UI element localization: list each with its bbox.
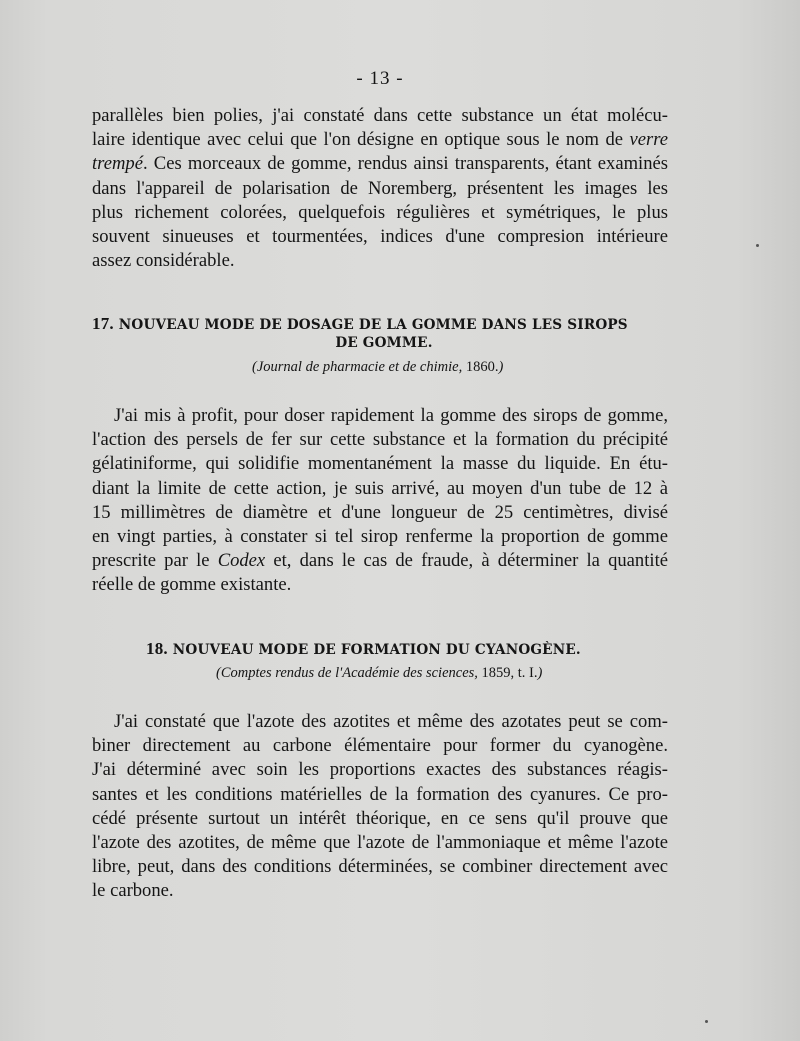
text-line: en vingt parties, à constater si tel sirop renferme la proportion de gomme xyxy=(92,526,668,548)
text-line: laire identique avec celui que l'on désigne en optique sous le nom de verre xyxy=(92,129,668,151)
text-line: libre, peut, dans des conditions déterminées, se combiner directement avec xyxy=(92,856,668,878)
text-line: J'ai mis à profit, pour doser rapidement la gomme des sirops de gomme, xyxy=(114,405,668,426)
section-heading-18 xyxy=(146,640,666,659)
text-line: biner directement au carbone élémentaire pour former du cyanogène. xyxy=(92,735,668,757)
page-number: - 13 - xyxy=(356,68,404,89)
text-line: l'action des persels de fer sur cette substance et la formation du précipité xyxy=(92,429,668,451)
text-line: parallèles bien polies, j'ai constaté dans cette substance un état molécu- xyxy=(92,105,668,126)
citation: (Comptes rendus de l'Académie des sciences, 1859, t. I.) xyxy=(216,665,543,681)
text-line: cédé présente surtout un intérêt théorique, en ce sens qu'il prouve que xyxy=(92,807,668,829)
text-line: l'azote des azotites, de même que l'azote de l'ammoniaque et même l'azote xyxy=(92,832,668,854)
italic-term: trempé xyxy=(92,153,143,175)
paragraph-continuation xyxy=(92,104,668,273)
section-title: NOUVEAU MODE DE FORMATION DU CYANOGÈNE. xyxy=(172,642,581,658)
section-heading-17 xyxy=(92,315,668,352)
text-line: réelle de gomme existante. xyxy=(92,574,292,596)
text-line: santes et les conditions matérielles de la formation des cyanures. Ce pro- xyxy=(92,783,668,805)
text-line: gélatiniforme, qui solidifie momentanément la masse du liquide. En étu- xyxy=(92,453,668,475)
text-line: diant la limite de cette action, je suis arrivé, au moyen d'un tube de 12 à xyxy=(92,477,668,499)
paper-speck xyxy=(705,1020,708,1023)
text-line: souvent sinueuses et tourmentées, indices d'une compresion intérieure xyxy=(92,226,668,248)
section-number: 18. xyxy=(146,639,168,658)
italic-term: Codex xyxy=(217,550,266,572)
section-17-paragraph xyxy=(92,404,668,598)
italic-term: verre xyxy=(629,129,668,151)
section-number: 17. xyxy=(92,314,114,333)
text-line: J'ai constaté que l'azote des azotites et même des azotates peut se com- xyxy=(114,711,668,732)
text-line: le carbone. xyxy=(92,880,174,902)
text-line: 15 millimètres de diamètre et d'une longueur de 25 centimètres, divisé xyxy=(92,501,668,523)
text-line: trempé. Ces morceaux de gomme, rendus ainsi transparents, étant examinés xyxy=(92,153,668,175)
text-line: assez considérable. xyxy=(92,250,235,272)
text-line: prescrite par le Codex et, dans le cas de fraude, à déterminer la quantité xyxy=(92,550,668,572)
section-18-paragraph xyxy=(92,710,668,904)
text-line: plus richement colorées, quelquefois régulières et symétriques, le plus xyxy=(92,201,668,223)
section-title-line1: NOUVEAU MODE DE DOSAGE DE LA GOMME DANS LES SIROPS xyxy=(118,317,628,333)
section-title-line2: DE GOMME. xyxy=(335,335,433,351)
paper-speck xyxy=(756,244,759,247)
text-line: J'ai déterminé avec soin les proportions exactes des substances réagis- xyxy=(92,759,668,781)
text-line: dans l'appareil de polarisation de Noremberg, présentent les images les xyxy=(92,177,668,199)
citation: (Journal de pharmacie et de chimie, 1860.) xyxy=(252,359,504,375)
